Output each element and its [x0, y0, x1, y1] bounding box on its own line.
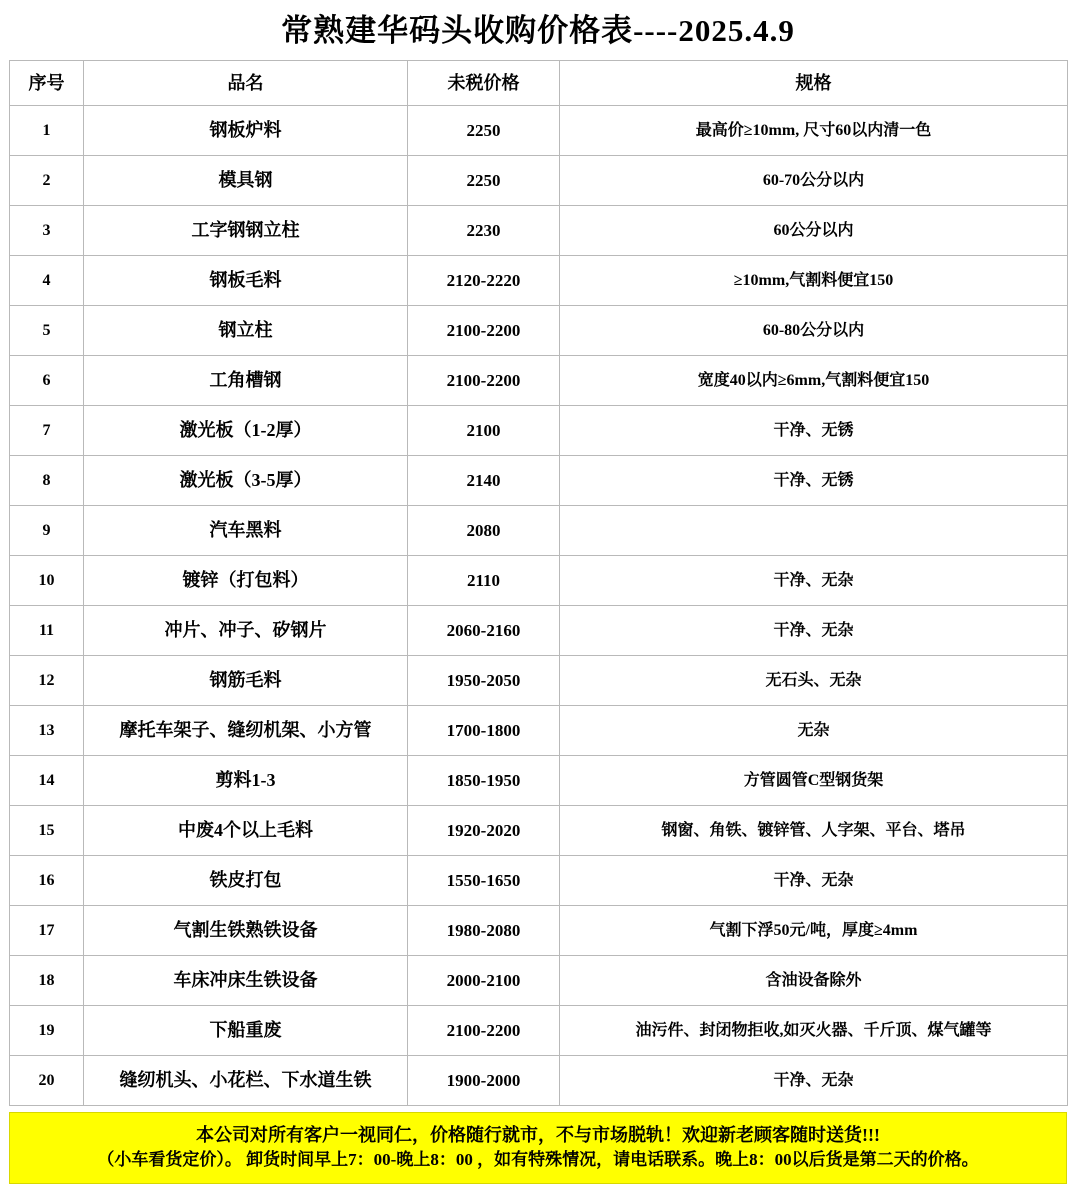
table-row: [10, 306, 1068, 356]
row-name: 铁皮打包: [84, 856, 408, 906]
row-price: 2100-2200: [408, 356, 560, 406]
table-row: [10, 856, 1068, 906]
row-name: 钢板毛料: [84, 256, 408, 306]
row-index: 15: [10, 806, 84, 856]
table-row: [10, 956, 1068, 1006]
table-row: [10, 606, 1068, 656]
row-spec: 宽度40以内≥6mm,气割料便宜150: [560, 356, 1068, 406]
row-price: 2100: [408, 406, 560, 456]
row-name: 模具钢: [84, 156, 408, 206]
row-index: 13: [10, 706, 84, 756]
row-index: 6: [10, 356, 84, 406]
page-title: 常熟建华码头收购价格表----2025.4.9: [281, 13, 795, 48]
row-name: 工字钢钢立柱: [84, 206, 408, 256]
row-index: 16: [10, 856, 84, 906]
row-index: 18: [10, 956, 84, 1006]
row-index: 5: [10, 306, 84, 356]
row-spec: 钢窗、角铁、镀锌管、人字架、平台、塔吊: [560, 806, 1068, 856]
row-name: 摩托车架子、缝纫机架、小方管: [84, 706, 408, 756]
table-row: [10, 156, 1068, 206]
row-index: 17: [10, 906, 84, 956]
table-row: [10, 106, 1068, 156]
row-spec: 干净、无杂: [560, 1056, 1068, 1106]
table-row: [10, 756, 1068, 806]
column-header-price: 未税价格: [408, 61, 560, 106]
row-price: 1550-1650: [408, 856, 560, 906]
row-spec: 干净、无锈: [560, 456, 1068, 506]
column-header-spec: 规格: [560, 61, 1068, 106]
table-row: [10, 406, 1068, 456]
row-spec: 干净、无杂: [560, 556, 1068, 606]
row-index: 3: [10, 206, 84, 256]
table-row: [10, 656, 1068, 706]
row-name: 中废4个以上毛料: [84, 806, 408, 856]
row-index: 4: [10, 256, 84, 306]
row-name: 钢板炉料: [84, 106, 408, 156]
row-price: 1980-2080: [408, 906, 560, 956]
row-index: 8: [10, 456, 84, 506]
table-row: [10, 456, 1068, 506]
row-index: 11: [10, 606, 84, 656]
row-spec: ≥10mm,气割料便宜150: [560, 256, 1068, 306]
row-price: 1950-2050: [408, 656, 560, 706]
row-spec: 干净、无杂: [560, 856, 1068, 906]
row-spec: 方管圆管C型钢货架: [560, 756, 1068, 806]
row-price: 2060-2160: [408, 606, 560, 656]
row-spec: 60-80公分以内: [560, 306, 1068, 356]
row-price: 1850-1950: [408, 756, 560, 806]
row-spec: 含油设备除外: [560, 956, 1068, 1006]
purchase-price-table: [9, 60, 1068, 1106]
table-row: [10, 556, 1068, 606]
row-price: 2100-2200: [408, 306, 560, 356]
footer-notice-line-2: （小车看货定价）。 卸货时间早上7：00-晚上8：00 ，如有特殊情况，请电话联系。晚上8：00以后货是第二天的价格。: [97, 1150, 979, 1170]
row-index: 12: [10, 656, 84, 706]
row-index: 10: [10, 556, 84, 606]
row-name: 缝纫机头、小花栏、下水道生铁: [84, 1056, 408, 1106]
table-row: [10, 256, 1068, 306]
row-price: 2230: [408, 206, 560, 256]
row-name: 工角槽钢: [84, 356, 408, 406]
row-spec: 干净、无锈: [560, 406, 1068, 456]
row-price: 2120-2220: [408, 256, 560, 306]
row-name: 车床冲床生铁设备: [84, 956, 408, 1006]
row-spec: [560, 506, 1068, 556]
row-price: 2250: [408, 106, 560, 156]
row-spec: 无杂: [560, 706, 1068, 756]
row-name: 钢立柱: [84, 306, 408, 356]
row-spec: 干净、无杂: [560, 606, 1068, 656]
table-row: [10, 1006, 1068, 1056]
table-row: [10, 206, 1068, 256]
row-price: 2140: [408, 456, 560, 506]
row-name: 激光板（3-5厚）: [84, 456, 408, 506]
footer-notice-line-1: 本公司对所有客户一视同仁，价格随行就市，不与市场脱轨！欢迎新老顾客随时送货!!!: [196, 1125, 880, 1146]
row-index: 9: [10, 506, 84, 556]
row-price: 1920-2020: [408, 806, 560, 856]
row-spec: 60公分以内: [560, 206, 1068, 256]
row-name: 钢筋毛料: [84, 656, 408, 706]
row-price: 2100-2200: [408, 1006, 560, 1056]
row-index: 20: [10, 1056, 84, 1106]
row-index: 19: [10, 1006, 84, 1056]
row-index: 7: [10, 406, 84, 456]
row-price: 2110: [408, 556, 560, 606]
table-row: [10, 506, 1068, 556]
row-name: 汽车黑料: [84, 506, 408, 556]
row-spec: 60-70公分以内: [560, 156, 1068, 206]
row-price: 1700-1800: [408, 706, 560, 756]
row-name: 镀锌（打包料）: [84, 556, 408, 606]
table-row: [10, 1056, 1068, 1106]
row-spec: 最高价≥10mm, 尺寸60以内清一色: [560, 106, 1068, 156]
row-name: 下船重废: [84, 1006, 408, 1056]
table-header-row: [10, 61, 1068, 106]
row-price: 1900-2000: [408, 1056, 560, 1106]
row-name: 气割生铁熟铁设备: [84, 906, 408, 956]
column-header-index: 序号: [10, 61, 84, 106]
row-spec: 气割下浮50元/吨，厚度≥4mm: [560, 906, 1068, 956]
footer-notice: [9, 1112, 1067, 1184]
table-row: [10, 356, 1068, 406]
row-name: 剪料1-3: [84, 756, 408, 806]
row-index: 14: [10, 756, 84, 806]
row-spec: 无石头、无杂: [560, 656, 1068, 706]
row-price: 2250: [408, 156, 560, 206]
row-name: 冲片、冲子、矽钢片: [84, 606, 408, 656]
table-row: [10, 806, 1068, 856]
table-row: [10, 706, 1068, 756]
row-index: 1: [10, 106, 84, 156]
column-header-name: 品名: [84, 61, 408, 106]
row-spec: 油污件、封闭物拒收,如灭火器、千斤顶、煤气罐等: [560, 1006, 1068, 1056]
row-price: 2000-2100: [408, 956, 560, 1006]
row-price: 2080: [408, 506, 560, 556]
table-body: [10, 106, 1068, 1106]
row-index: 2: [10, 156, 84, 206]
row-name: 激光板（1-2厚）: [84, 406, 408, 456]
table-row: [10, 906, 1068, 956]
